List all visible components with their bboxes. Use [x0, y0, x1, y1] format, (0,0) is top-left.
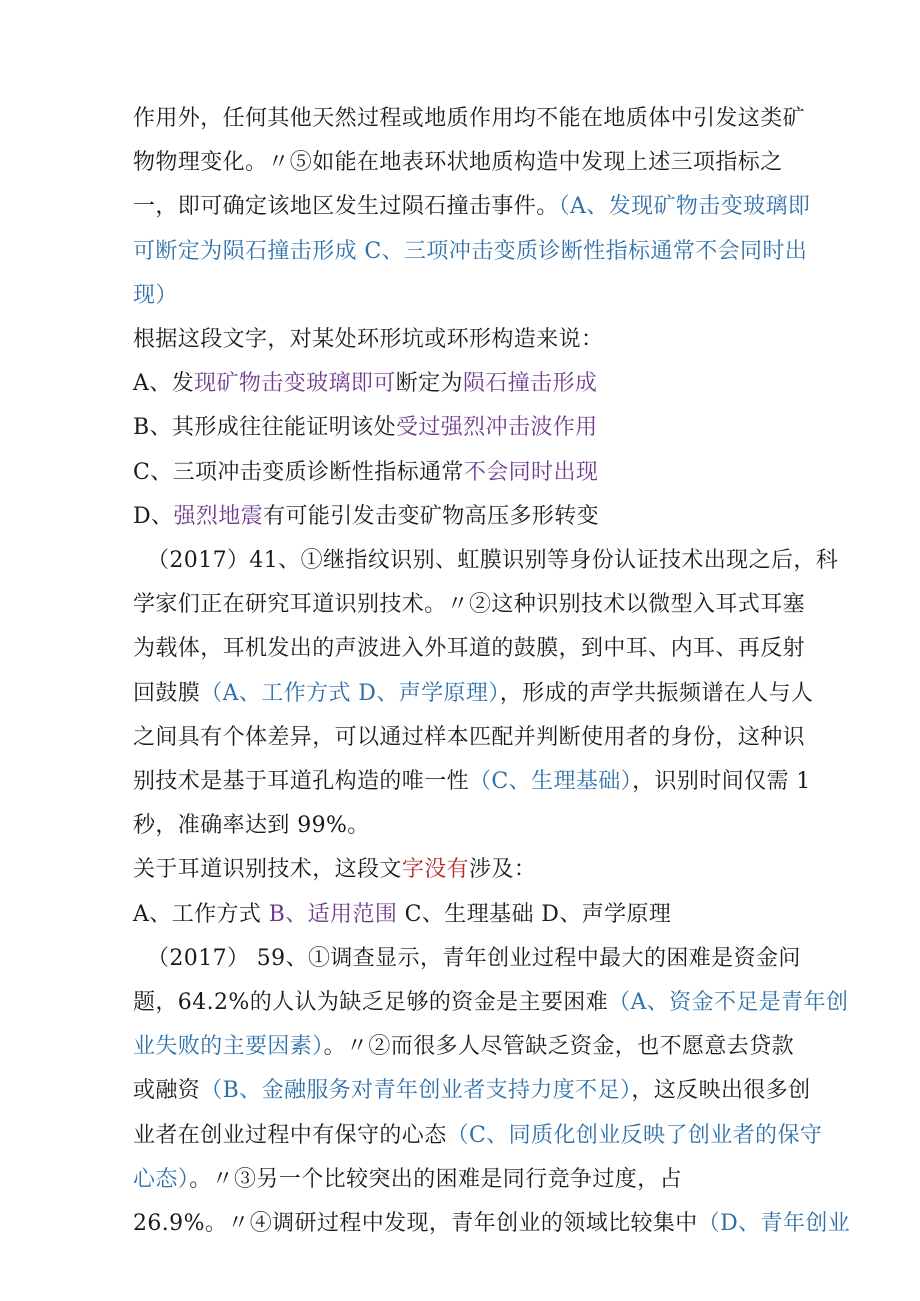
text-segment: 别技术是基于耳道孔构造的唯一性 — [133, 769, 470, 794]
text-segment: ，形成的声学共振频谱在人与人 — [499, 681, 814, 706]
text-segment: 。〃③另一个比较突出的困难是同行竞争过度，占 — [189, 1167, 683, 1192]
blue-annotation: （A、工作方式 D、声学原理） — [200, 681, 500, 706]
text-line — [133, 502, 599, 532]
text-line — [133, 104, 805, 134]
text-line — [133, 1209, 850, 1239]
purple-annotation: B、适用范围 — [268, 902, 398, 927]
red-annotation: 字没有 — [401, 857, 470, 882]
text-segment: （2017）41、①继指纹识别、虹膜识别等身份认证技术出现之后，科 — [147, 548, 839, 573]
text-segment: 物物理变化。〃⑤如能在地表环状地质构造中发现上述三项指标之 — [133, 150, 783, 175]
text-segment: 秒，准确率达到 99%。 — [133, 813, 370, 838]
text-segment: 或融资 — [133, 1078, 201, 1103]
text-segment: （2017） 59、①调查显示，青年创业过程中最大的困难是资金问 — [147, 946, 801, 971]
text-line — [133, 1032, 794, 1062]
blue-annotation: 心态） — [133, 1167, 190, 1192]
text-line — [133, 458, 598, 488]
blue-annotation: （C、生理基础） — [469, 769, 633, 794]
text-line — [133, 590, 805, 620]
text-segment: 一，即可确定该地区发生过陨石撞击事件。 — [133, 194, 559, 219]
text-segment: 作用外，任何其他天然过程或地质作用均不能在地质体中引发这类矿 — [133, 106, 806, 131]
text-line — [133, 1076, 811, 1106]
purple-annotation: 不会同时出现 — [463, 460, 599, 485]
text-line — [133, 1165, 682, 1195]
text-line — [133, 281, 178, 311]
text-segment: 根据这段文字，对某处环形坑或环形构造来说： — [133, 327, 604, 352]
text-segment: 业者在创业过程中有保守的心态 — [133, 1123, 447, 1148]
text-line — [133, 192, 810, 222]
text-line — [147, 944, 801, 974]
text-line — [133, 1121, 822, 1151]
purple-annotation: 强烈地震 — [173, 504, 264, 529]
text-segment: D、 — [133, 504, 174, 529]
blue-annotation: 可断定为陨石撞击形成 C、三项冲击变质诊断性指标通常不会同时出 — [133, 239, 808, 264]
text-segment: 涉及： — [469, 857, 537, 882]
text-segment: C、生理基础 D、声学原理 — [397, 902, 672, 927]
text-segment: A、发 — [133, 371, 195, 396]
blue-annotation: （C、同质化创业反映了创业者的保守 — [446, 1123, 823, 1148]
text-segment: ，这反映出很多创 — [631, 1078, 811, 1103]
blue-annotation: （B、金融服务对青年创业者支持力度不足） — [200, 1078, 632, 1103]
text-segment: 回鼓膜 — [133, 681, 201, 706]
text-segment: A、工作方式 — [133, 902, 269, 927]
text-line — [133, 237, 807, 267]
text-line — [133, 679, 813, 709]
text-segment: 题，64.2%的人认为缺乏足够的资金是主要困难 — [133, 990, 609, 1015]
blue-annotation: （A、发现矿物击变玻璃即 — [558, 194, 811, 219]
text-line — [133, 767, 811, 797]
text-segment: 之间具有个体差异，可以通过样本匹配并判断使用者的身份，这种识 — [133, 725, 806, 750]
text-line — [133, 413, 598, 443]
text-segment: 为载体，耳机发出的声波进入外耳道的鼓膜，到中耳、内耳、再反射 — [133, 636, 806, 661]
blue-annotation: （D、青年创业 — [697, 1211, 851, 1236]
text-line — [133, 723, 805, 753]
purple-annotation: 现矿物击变玻璃即可 — [194, 371, 396, 396]
text-segment: 26.9%。〃④调研过程中发现，青年创业的领域比较集中 — [133, 1211, 698, 1236]
text-segment: 关于耳道识别技术，这段文 — [133, 857, 402, 882]
text-line — [133, 634, 805, 664]
blue-annotation: 业失败的主要因素） — [133, 1034, 324, 1059]
blue-annotation: 现） — [133, 283, 178, 308]
text-line — [133, 811, 370, 841]
text-segment: B、其形成往往能证明该处 — [133, 415, 396, 440]
text-line — [133, 325, 603, 355]
text-line — [133, 988, 848, 1018]
text-segment: ，识别时间仅需 1 — [632, 769, 811, 794]
text-segment: 学家们正在研究耳道识别技术。〃②这种识别技术以微型入耳式耳塞 — [133, 592, 806, 617]
text-line — [133, 855, 536, 885]
text-segment: 有可能引发击变矿物高压多形转变 — [263, 504, 600, 529]
blue-annotation: （A、资金不足是青年创 — [608, 990, 849, 1015]
purple-annotation: 受过强烈冲击波作用 — [395, 415, 598, 440]
text-line — [133, 369, 597, 399]
text-line — [133, 900, 671, 930]
text-line — [147, 546, 838, 576]
text-line — [133, 148, 783, 178]
text-segment: 断定为 — [395, 371, 463, 396]
text-segment: 。〃②而很多人尽管缺乏资金，也不愿意去贷款 — [323, 1034, 795, 1059]
purple-annotation: 陨石撞击形成 — [462, 371, 598, 396]
text-segment: C、三项冲击变质诊断性指标通常 — [133, 460, 464, 485]
